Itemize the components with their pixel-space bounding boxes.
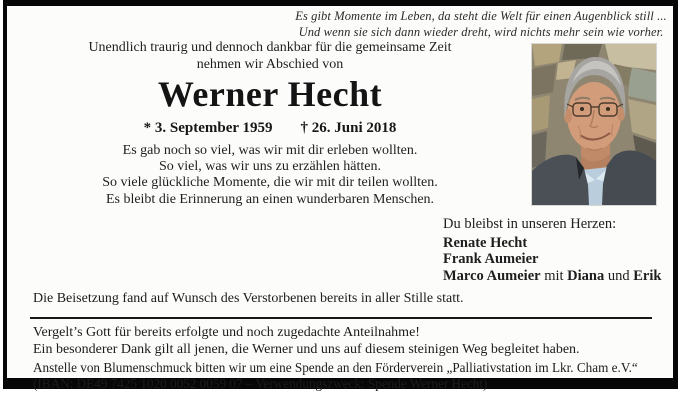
opening-quote-line2: Und wenn sie sich dann wieder dreht, wird nichts mehr sein wie vorher. xyxy=(298,24,664,39)
mourner-name: Frank Aumeier xyxy=(443,251,539,267)
poem-line: Es gab noch so viel, was wir mit dir erleben wollten. xyxy=(122,143,418,158)
life-dates xyxy=(50,120,490,137)
donation-notice: Anstelle von Blumenschmuck bitten wir um eine Spende an den Förderverein „Palliativstation im Lkr. Cham e.V.“ xyxy=(33,360,638,375)
mourner-list xyxy=(443,235,661,285)
thanks-notice: Vergelt’s Gott für bereits erfolgte und noch zugedachte Anteilnahme! xyxy=(33,325,420,340)
death-date: † 26. Juni 2018 xyxy=(300,120,397,136)
memorial-poem xyxy=(50,143,490,208)
portrait-photo xyxy=(532,44,656,205)
separator-rule xyxy=(30,317,652,319)
farewell-section xyxy=(443,216,661,284)
mourner-name: Marco Aumeier mit Diana und Erik xyxy=(443,267,662,284)
portrait-photo-illustration xyxy=(532,44,656,205)
intro-line1: Unendlich traurig und dennoch dankbar für die gemeinsame Zeit xyxy=(88,40,452,55)
special-thanks-notice: Ein besonderer Dank gilt all jenen, die Werner und uns auf diesem steinigen Weg begleitet haben. xyxy=(33,342,580,357)
poem-line: So viel, was wir uns zu erzählen hätten. xyxy=(159,159,381,175)
donation-iban: (IBAN: DE49 7425 1020 0052 0059 07 – Verwendungszweck: Spende Werner Hecht) xyxy=(33,376,488,391)
deceased-name: Werner Hecht xyxy=(157,74,383,114)
poem-line: So viele glückliche Momente, die wir mit dir teilen wollten. xyxy=(102,175,438,191)
intro-text xyxy=(50,40,490,73)
farewell-heading: Du bleibst in unseren Herzen: xyxy=(443,216,617,232)
intro-line2: nehmen wir Abschied von xyxy=(196,56,344,72)
poem-line: Es bleibt die Erinnerung an einen wunderbaren Menschen. xyxy=(105,191,435,207)
burial-notice: Die Beisetzung fand auf Wunsch des Verstorbenen bereits in aller Stille statt. xyxy=(33,291,464,306)
birth-date: * 3. September 1959 xyxy=(143,120,273,136)
opening-quote xyxy=(283,9,679,40)
mourner-name: Renate Hecht xyxy=(443,234,528,251)
opening-quote-line1: Es gibt Momente im Leben, da steht die Welt für einen Augenblick still ... xyxy=(295,9,667,23)
